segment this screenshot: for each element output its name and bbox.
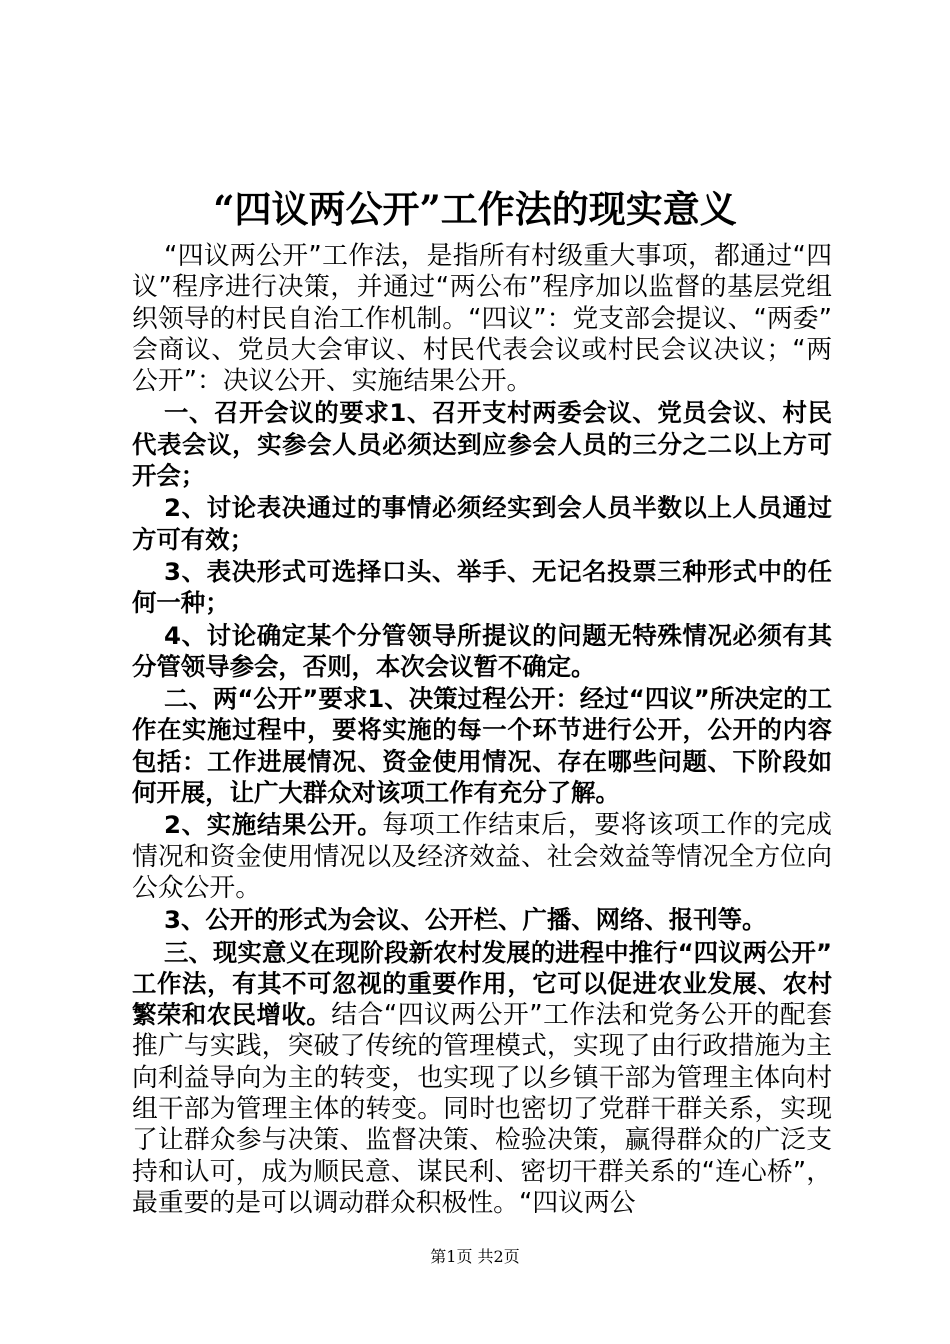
paragraph-result-public <box>132 809 832 904</box>
paragraph-light-text: “四议两公开”工作法，是指所有村级重大事项，都通过“四议”程序进行决策，并通过“两公布”程序加以监督的基层党组织领导的村民自治工作机制。“四议”：党支部会提议、“两委”会商议、党员大会审议、村民代表会议或村民会议决议；“两公开”：决议公开、实施结果公开。 <box>132 241 832 397</box>
paragraph-section-2 <box>132 683 832 809</box>
paragraph-bold-text: 4、讨论确定某个分管领导所提议的问题无特殊情况必须有其分管领导参会，否则，本次会议暂不确定。 <box>132 620 832 681</box>
paragraph-public-forms <box>132 904 832 936</box>
paragraph-item-2 <box>132 492 832 556</box>
paragraph-bold-text: 2、讨论表决通过的事情必须经实到会人员半数以上人员通过方可有效； <box>132 493 832 554</box>
page-footer: 第1页 共2页 <box>430 1247 520 1266</box>
document-title: “四议两公开”工作法的现实意义 <box>213 187 737 231</box>
paragraph-light-text: 结合“四议两公开”工作法和党务公开的配套推广与实践，突破了传统的管理模式，实现了由行政措施为主向利益导向为主的转变，也实现了以乡镇干部为管理主体向村组干部为管理主体的转变。同时也密切了党群干群关系，实现了让群众参与决策、监督决策、检验决策，赢得群众的广泛支持和认可，成为顺民意、谋民利、密切干群关系的“连心桥”，最重要的是可以调动群众积极性。“四议两公 <box>132 1000 832 1218</box>
paragraph-bold-text: 二、两“公开”要求1、决策过程公开：经过“四议”所决定的工作在实施过程中，要将实施的每一个环节进行公开，公开的内容包括：工作进展情况、资金使用情况、存在哪些问题、下阶段如何开展，让广大群众对该项工作有充分了解。 <box>132 684 832 808</box>
paragraph-section-3 <box>132 937 832 1220</box>
paragraph-intro <box>132 240 832 397</box>
paragraph-bold-text: 三、现实意义在现阶段新农村发展的进程中推行“四议两公开”工作法，有其不可忽视的重要作用，它可以促进农业发展、农村繁荣和农民增收。 <box>132 937 832 1030</box>
document-body <box>132 240 832 1219</box>
paragraph-bold-text: 3、表决形式可选择口头、举手、无记名投票三种形式中的任何一种； <box>132 556 832 618</box>
paragraph-bold-text: 3、公开的形式为会议、公开栏、广播、网络、报刊等。 <box>164 905 767 935</box>
paragraph-item-4 <box>132 620 832 684</box>
paragraph-bold-text: 2、实施结果公开。 <box>164 810 383 840</box>
paragraph-light-text: 每项工作结束后，要将该项工作的完成情况和资金使用情况以及经济效益、社会效益等情况全方位向公众公开。 <box>132 810 832 903</box>
paragraph-item-3 <box>132 556 832 620</box>
paragraph-section-1 <box>132 397 832 492</box>
paragraph-bold-text: 一、召开会议的要求1、召开支村两委会议、党员会议、村民代表会议，实参会人员必须达到应参会人员的三分之二以上方可开会； <box>132 398 832 491</box>
